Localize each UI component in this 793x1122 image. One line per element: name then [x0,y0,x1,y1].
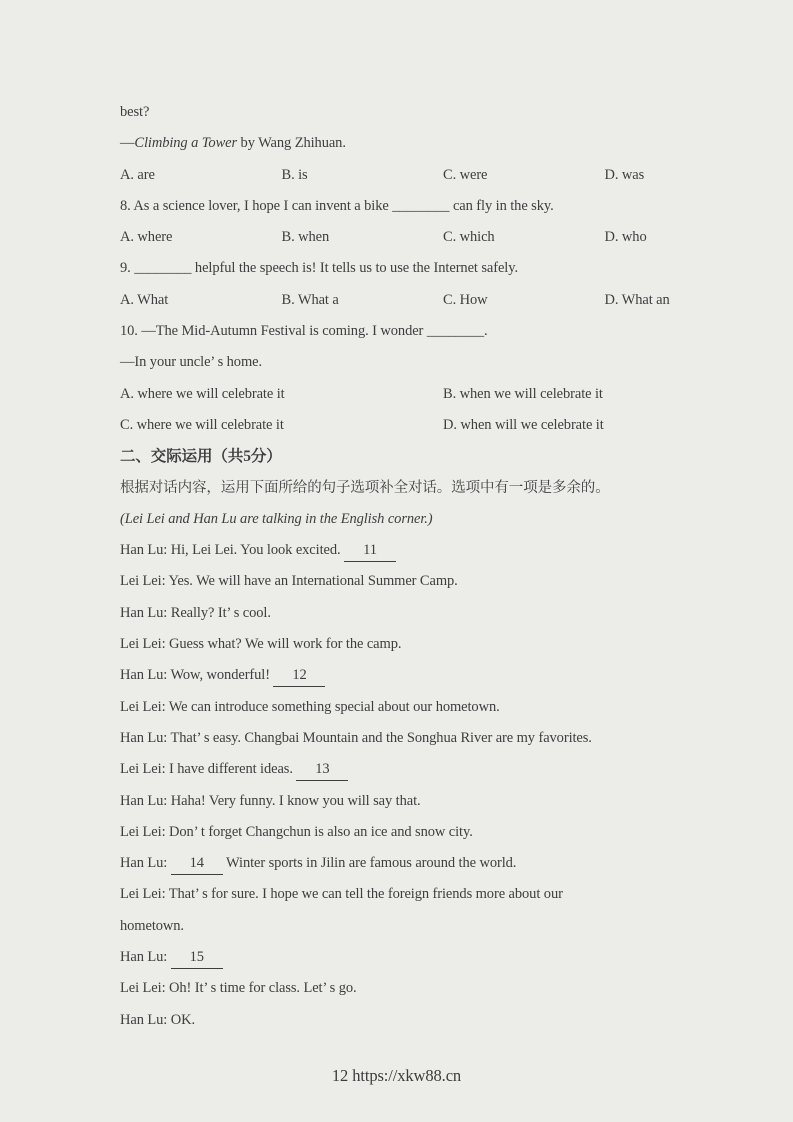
text-segment: Han Lu: [120,949,171,966]
answer-blank: 13 [296,759,348,781]
text-line [120,535,700,566]
text-line [120,128,700,159]
text-segment: Lei Lei: We can introduce something special about our hometown. [120,698,500,715]
text-segment: (Lei Lei and Han Lu are talking in the English corner.) [120,510,433,527]
text-segment: Han Lu: OK. [120,1011,196,1028]
text-segment: 8. As a science lover, I hope I can invent a bike ________ can fly in the sky. [120,197,554,214]
page-footer [0,1066,793,1086]
text-line [120,566,700,597]
text-segment: Han Lu: Really? It’ s cool. [120,604,271,621]
text-segment: 二、交际运用（共5分） [120,448,282,466]
text-line [120,629,700,660]
options-row [120,379,700,410]
text-segment: Han Lu: Haha! Very funny. I know you will say that. [120,792,421,809]
answer-option: D. was [604,166,645,183]
answer-option: B. is [281,166,308,183]
answer-blank: 11 [344,540,396,562]
answer-option: A. where we will celebrate it [120,385,285,402]
text-line [120,848,700,879]
text-line [120,754,700,785]
text-segment: —In your uncle’ s home. [120,354,262,371]
text-segment: Lei Lei: Yes. We will have an International Summer Camp. [120,573,458,590]
text-line [120,911,700,942]
text-line [120,942,700,973]
answer-option: A. What [120,291,169,308]
text-line [120,786,700,817]
text-segment: Lei Lei: Don’ t forget Changchun is also an ice and snow city. [120,823,473,840]
text-line [120,1005,700,1036]
options-row [120,410,700,441]
answer-option: C. were [443,166,488,183]
answer-option: C. which [443,229,495,246]
answer-option: D. when will we celebrate it [443,416,604,433]
text-segment: Han Lu: Hi, Lei Lei. You look excited. [120,542,345,559]
page-number: 12 [331,1066,349,1085]
exam-content [120,97,700,1036]
text-segment: by Wang Zhihuan. [237,135,346,152]
text-line [120,316,700,347]
text-segment: Climbing a Tower [134,135,238,152]
text-segment: Lei Lei: That’ s for sure. I hope we can tell the foreign friends more about our [120,886,563,903]
text-line [120,598,700,629]
text-line [120,660,700,691]
answer-option: B. when [281,229,330,246]
text-line [120,253,700,284]
text-line [120,973,700,1004]
text-line [120,692,700,723]
text-segment: Lei Lei: I have different ideas. [120,761,297,778]
answer-option: A. where [120,229,173,246]
text-segment: 10. —The Mid-Autumn Festival is coming. I wonder ________. [120,323,488,340]
text-segment: Lei Lei: Oh! It’ s time for class. Let’ s go. [120,980,357,997]
text-line [120,347,700,378]
answer-option: A. are [120,166,155,183]
text-segment: Han Lu: Wow, wonderful! [120,667,274,684]
answer-blank: 15 [171,947,223,969]
options-row [120,160,700,191]
text-segment: Winter sports in Jilin are famous around the world. [222,855,517,872]
text-segment: Lei Lei: Guess what? We will work for the camp. [120,636,402,653]
options-row [120,285,700,316]
answer-blank: 12 [273,665,325,687]
footer-url: https://xkw88.cn [352,1066,462,1085]
answer-option: D. who [604,229,647,246]
answer-option: D. What an [604,291,670,308]
text-line [120,879,700,910]
text-line [120,473,700,504]
options-row [120,222,700,253]
text-line [120,97,700,128]
answer-option: C. How [443,291,488,308]
section-heading [120,441,700,472]
text-segment: best? [120,104,150,120]
text-segment: Han Lu: [120,855,171,872]
answer-option: C. where we will celebrate it [120,416,284,433]
text-line [120,723,700,754]
text-line [120,191,700,222]
text-line [120,817,700,848]
answer-blank: 14 [171,853,223,875]
text-segment: hometown. [120,917,184,934]
text-segment: 根据对话内容，运用下面所给的句子选项补全对话。选项中有一项是多余的。 [120,479,610,496]
text-segment: — [120,135,135,152]
text-segment: Han Lu: That’ s easy. Changbai Mountain and the Songhua River are my favorites. [120,729,592,746]
text-segment: 9. ________ helpful the speech is! It tells us to use the Internet safely. [120,260,518,277]
answer-option: B. What a [281,291,339,308]
text-line [120,504,700,535]
answer-option: B. when we will celebrate it [443,385,603,402]
